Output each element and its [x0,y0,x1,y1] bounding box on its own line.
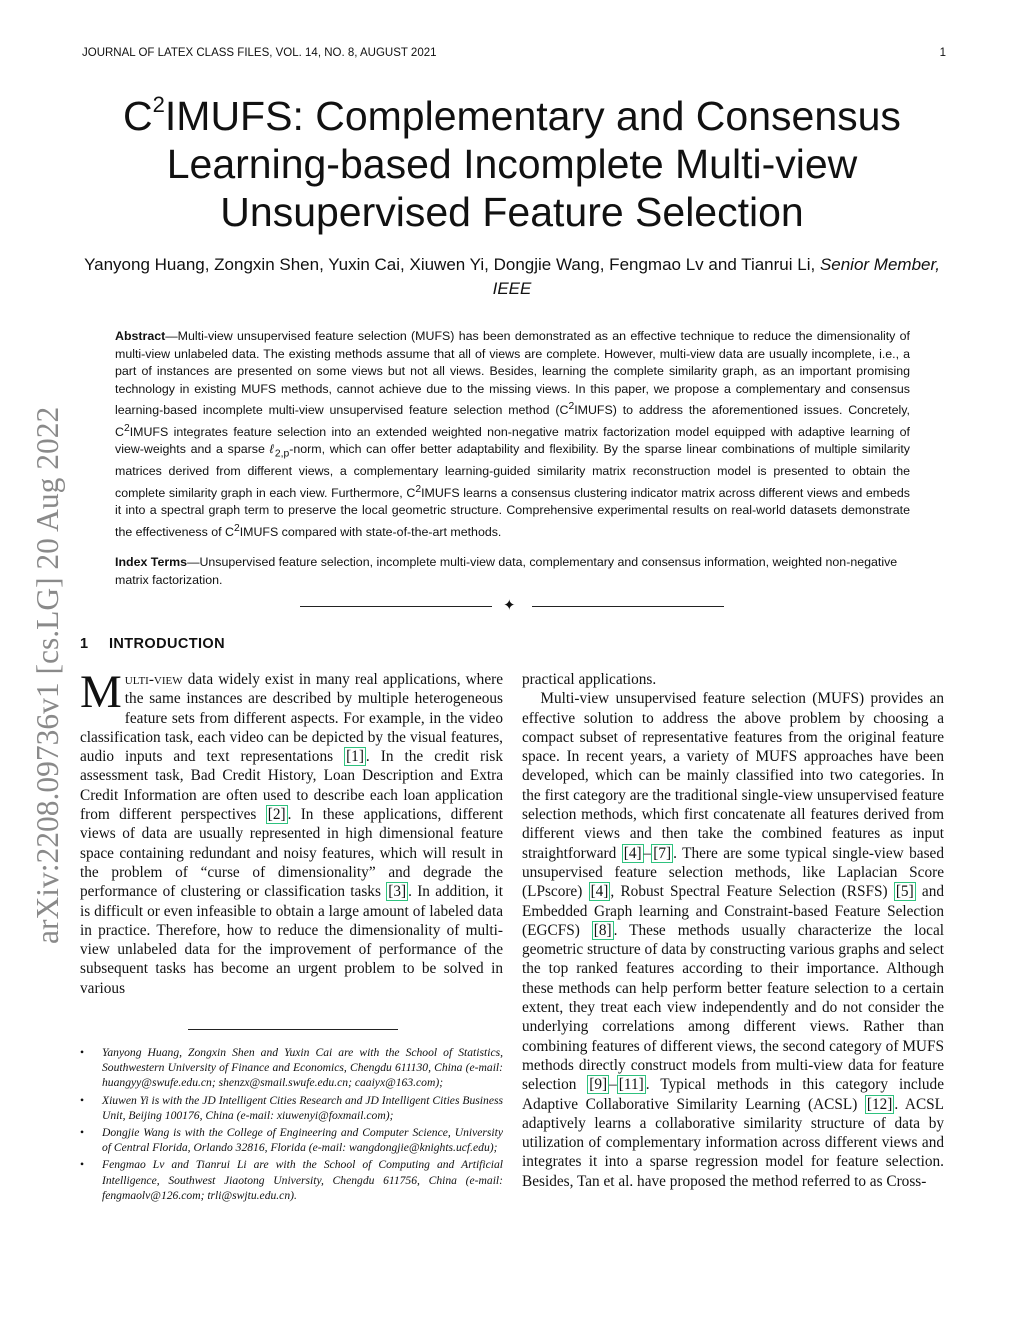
intro-right-column [522,670,944,1191]
citation-link[interactable]: [3] [388,883,407,901]
running-header [82,47,946,63]
abstract-label: Abstract [115,329,166,343]
abstract-text-4: -norm, which can offer better adaptability and flexibility. By the sparse linear combinations of multiple similarity matrices derived from different views, a complementary learning-guided similarity matrix reconstruction model is presented to obtain the complete similarity graph in each view. Furthermore, C [115,442,910,500]
citation-link[interactable]: [12] [866,1095,893,1113]
footnote-item [80,1045,503,1091]
title-text: IMUFS: Complementary and Consensus Learning-based Incomplete Multi-view Unsupervised Feature Selection [164,93,901,235]
citation-link[interactable]: [1] [346,748,364,766]
body-text: Multi-view unsupervised feature selection (MUFS) provides an effective solution to address the above problem by choosing a compact subset of representative features from the original feature space. In recent years, a variety of MUFS approaches have been developed, which can be mainly classified into two categories. In the first category are the traditional single-view unsupervised feature selection methods, which first concatenate all features derived from different views and then take the combined features as input straightforward [522,690,944,862]
abstract-text-5: IMUFS learns a consensus clustering indicator matrix across different views and embeds it into a spectral graph term to preserve the local geometric structure. Comprehensive experimental results on real-world datasets demonstrate the effectiveness of C [115,485,910,539]
bullet-icon: • [80,1126,85,1140]
body-text: . There are some typical single-view based unsupervised feature selection methods, like Laplacian Score (LPscore) [522,844,944,901]
intro-left-column [80,666,503,998]
citation-link[interactable]: [9] [589,1076,608,1094]
separator-rule-left [300,606,492,607]
body-text: . These methods usually characterize the local geometric structure of data by constructing various graphs and select the top ranked features according to their importance. Although these methods can help perform better feature selection to a certain extent, they treat each view independently and do not consider the underlying correlations among different views. Rather than combining features of different views, the second category of MUFS methods directly construct models from multi-view data for feature selection [522,921,944,1094]
bullet-icon: • [80,1093,85,1107]
body-text: , Robust Spectral Feature Selection (RSFS) [610,883,894,901]
body-text: . ACSL adaptively learns a collaborative similarity structure of data by utilization of complementary information across different views and integrates it into a sparse regression model for feature selection. Besides, Tan et al. have proposed the method referred to as Cross- [522,1095,945,1190]
citation-link[interactable]: [8] [593,921,612,939]
footnote-text: Yanyong Huang, Zongxin Shen and Yuxin Cai are with the School of Statistics, Southwestern University of Finance and Economics, Chengdu 611130, China (e-mail: huangyy@swufe.edu.cn; shenzx@smail.swufe.edu.cn; caaiyx@163.com); [102,1046,503,1090]
bullet-icon: • [80,1158,85,1172]
bullet-icon: • [80,1046,85,1059]
footnote-item [80,1125,503,1155]
paper-title [80,92,944,236]
author-names: Yanyong Huang, Zongxin Shen, Yuxin Cai, Xiuwen Yi, Dongjie Wang, Fengmao Lv and Tianrui Li, [84,255,816,274]
footnote-item [80,1157,503,1203]
separator-diamond-icon: ✦ [503,598,516,614]
section-heading [80,636,225,652]
footnote-rule [188,1029,398,1030]
page-number: 1 [939,47,946,59]
abstract-sup-2: 2 [123,422,130,434]
abstract-sup-3: 2 [415,483,422,495]
abstract-text-1: —Multi-view unsupervised feature selection (MUFS) has been demonstrated as an effective technique to reduce the dimensionality of multi-view unlabeled data. The existing methods assume that all of views are complete. However, multi-view data are usually incomplete, i.e., a part of instances are presented on some views but not all views. Besides, learning the complete similarity graph, as an important promising technology in existing MUFS methods, cannot achieve due to the missing views. In this paper, we propose a complementary and consensus learning-based incomplete multi-view unsupervised feature selection method (C [115,329,910,418]
citation-link[interactable]: [4] [590,883,609,901]
section-separator [300,598,724,614]
footnotes [80,1045,503,1205]
footnote-text: Fengmao Lv and Tianrui Li are with the School of Computing and Artificial Intelligence, Southwest Jiaotong University, Chengdu 611756, China (e-mail: fengmaolv@126.com; trli@swjtu.edu.cn). [102,1158,503,1202]
norm-symbol: ℓ [269,442,275,457]
citation-link[interactable]: [5] [895,883,914,901]
author-role: Senior Member, IEEE [492,255,940,298]
journal-header: JOURNAL OF LATEX CLASS FILES, VOL. 14, NO. 8, AUGUST 2021 [82,47,437,59]
arxiv-stamp: arXiv:2208.09736v1 [cs.LG] 20 Aug 2022 [30,406,65,944]
index-terms [115,554,910,589]
footnote-text: Xiuwen Yi is with the JD Intelligent Cities Research and JD Intelligent Cities Business Unit, Beijing 100176, China (e-mail: xiuwenyi@foxmail.com); [102,1093,503,1122]
body-text: and Embedded Graph learning and Constraint-based Feature Selection (EGCFS) [522,883,944,939]
abstract-text-3: IMUFS integrates feature selection into an extended weighted non-negative matrix factorization model equipped with adaptive learning of view-weights and a sparse [115,424,910,457]
intro-text: . In the credit risk assessment task, Bad Credit History, Loan Description and Extra Credit Information are often used to describe each loan application from different perspectives [80,748,503,824]
footnote-text: Dongjie Wang is with the College of Engineering and Computer Science, University of Central Florida, Orlando 32816, Florida (e-mail: wangdongjie@knights.ucf.edu); [102,1126,503,1155]
intro-text: . In addition, it is difficult or even infeasible to obtain a large amount of labeled data in practice. Therefore, how to reduce the dimensionality of multi-view unlabeled data for the improvement of performance of the subsequent tasks has become an urgent problem to be solved in various [80,883,503,997]
abstract-sup-1: 2 [568,401,575,412]
drop-cap: M [80,666,122,718]
intro-text: . In these applications, different views of data are usually represented in high dimensional feature space containing redundant and noisy features, which will result in the problem of “curse of dimensionality” and degrade the performance of clustering or classification tasks [80,806,503,901]
range-dash: – [609,1076,617,1094]
author-list [80,253,944,301]
abstract [115,328,910,541]
intro-smallcaps: ulti-view [124,671,183,688]
section-number: 1 [80,636,89,652]
separator-rule-right [532,606,724,607]
title-prefix: C [123,93,153,139]
range-dash: – [643,844,652,862]
abstract-text-6: IMUFS compared with state-of-the-art methods. [239,524,502,539]
paragraph [522,689,944,1191]
intro-text: data widely exist in many real applications, where the same instances are described by multiple heterogeneous feature sets from different aspects. For example, in the video classification task, each video can be depicted by the visual features, audio inputs and text representations [80,671,503,766]
citation-link[interactable]: [4] [623,844,642,862]
abstract-sup-4: 2 [233,522,240,534]
citation-link[interactable]: [2] [267,806,286,824]
paragraph: practical applications. [522,671,657,688]
body-text: . Typical methods in this category include Adaptive Collaborative Similarity Learning (ACSL) [522,1076,944,1113]
index-terms-label: Index Terms [115,555,188,569]
abstract-text-2: IMUFS) to address the aforementioned issues. Concretely, C [115,403,910,439]
footnote-item [80,1093,503,1123]
citation-link[interactable]: [7] [653,844,672,862]
section-title: INTRODUCTION [109,636,225,652]
title-superscript: 2 [152,92,165,117]
norm-subscript: 2,p [274,448,290,460]
index-terms-text: —Unsupervised feature selection, incomplete multi-view data, complementary and consensus information, weighted non-negative matrix factorization. [115,555,898,587]
citation-link[interactable]: [11] [618,1076,644,1094]
